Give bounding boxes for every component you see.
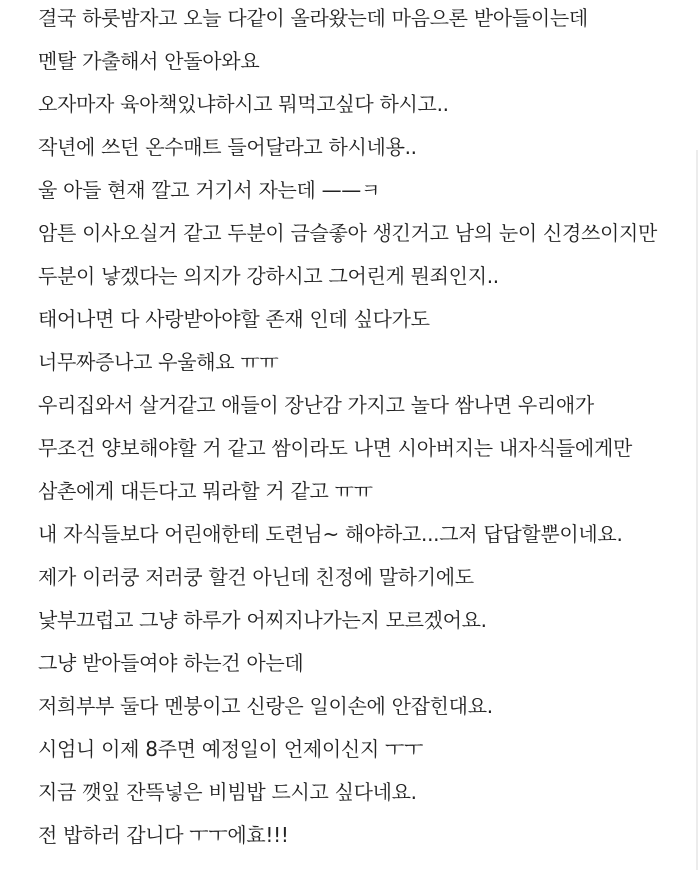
post-text-line: 낯부끄럽고 그냥 하루가 어찌지나가는지 모르겠어요.	[38, 608, 487, 632]
post-text-line: 내 자식들보다 어린애한테 도련님~ 해야하고...그저 답답할뿐이네요.	[38, 522, 623, 546]
post-text-line: 너무짜증나고 우울해요 ㅠㅠ	[38, 350, 279, 374]
post-text-line: 지금 깻잎 잔뜩넣은 비빔밥 드시고 싶다네요.	[38, 780, 417, 804]
post-text-line: 그냥 받아들여야 하는건 아는데	[38, 651, 304, 675]
post-text-line: 결국 하룻밤자고 오늘 다같이 올라왔는데 마음으론 받아들이는데	[38, 6, 588, 30]
scrollbar-track[interactable]	[696, 150, 698, 870]
post-text-line: 암튼 이사오실거 같고 두분이 금슬좋아 생긴거고 남의 눈이 신경쓰이지만	[38, 221, 658, 245]
post-text-line: 멘탈 가출해서 안돌아와요	[38, 49, 260, 73]
post-text-line: 시엄니 이제 8주면 예정일이 언제이신지 ㅜㅜ	[38, 737, 424, 761]
post-text-line: 우리집와서 살거같고 애들이 장난감 가지고 놀다 쌈나면 우리애가	[38, 393, 594, 417]
post-text-line: 태어나면 다 사랑받아야할 존재 인데 싶다가도	[38, 307, 430, 331]
post-text-line: 저희부부 둘다 멘붕이고 신랑은 일이손에 안잡힌대요.	[38, 694, 493, 718]
post-text-line: 오자마자 육아책있냐하시고 뭐먹고싶다 하시고..	[38, 92, 449, 116]
post-text-line: 두분이 낳겠다는 의지가 강하시고 그어린게 뭔죄인지..	[38, 264, 499, 288]
post-text-line: 제가 이러쿵 저러쿵 할건 아닌데 친정에 말하기에도	[38, 565, 474, 589]
post-text-line: 무조건 양보해야할 거 같고 쌈이라도 나면 시아버지는 내자식들에게만	[38, 436, 632, 460]
post-text-line: 전 밥하러 갑니다 ㅜㅜ에효!!!	[38, 823, 289, 847]
post-text-line: 삼촌에게 대든다고 뭐라할 거 같고 ㅠㅠ	[38, 479, 373, 503]
post-text-line: 작년에 쓰던 온수매트 들어달라고 하시네용..	[38, 135, 417, 159]
post-text-line: 울 아들 현재 깔고 거기서 자는데 ——ㅋ	[38, 178, 381, 202]
